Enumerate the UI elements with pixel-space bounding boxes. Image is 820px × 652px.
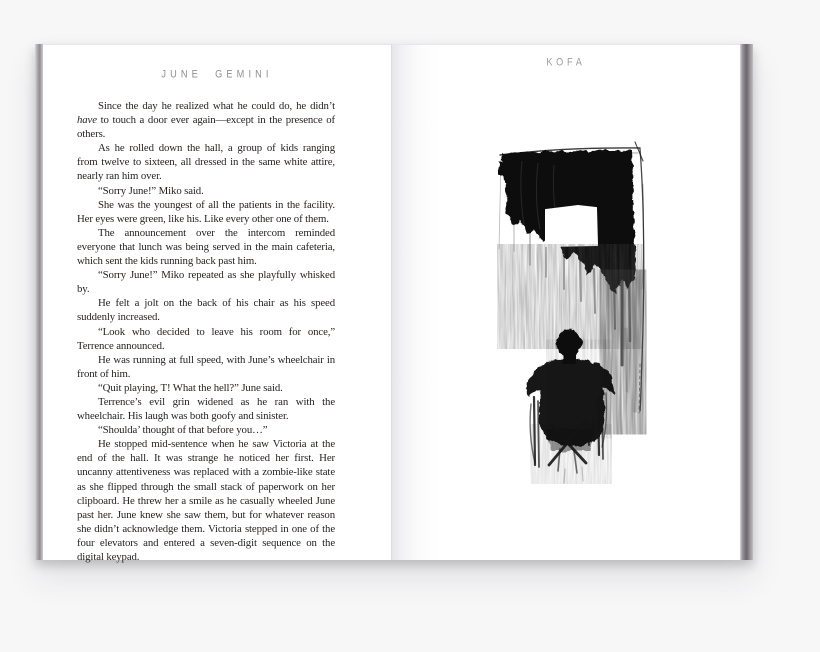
paragraph: He was running at full speed, with June’s wheelchair in front of him. [77,353,335,380]
paragraph: Terrence’s evil grin widened as he ran with the wheelchair. His laugh was both goofy and sinister. [77,395,335,423]
paragraph: He stopped mid-sentence when he saw Victoria at the end of the hall. It was strange he noticed her first. Her uncanny attentiveness was replaced with a zombie-like state as she flipped through the small stack of paperwork on her clipboard. He threw her a smile as he casually wheeled June past her. June knew she saw them, but for whatever reason she didn’t acknowledge them. Victoria stepped in one of the four elevators and entered a seven-digit sequence on the digital keypad. [77,438,335,563]
left-running-header: JUNE GEMINI [161,68,273,81]
paragraph-text: Since the day he realized what he could do, he didn’t [98,100,335,112]
paragraph-text: to touch a door ever again—except in the presence of others. [77,114,335,141]
open-book [35,44,753,563]
left-page [43,44,392,563]
italic-word: have [77,114,97,127]
paragraph: “Sorry June!” Miko said. [98,184,204,197]
paragraph: “Quit playing, T! What the hell?” June said. [98,381,283,394]
paragraph: She was the youngest of all the patients in the facility. Her eyes were green, like his. Like every other one of them. [77,198,335,225]
right-page [392,44,740,560]
paragraph: “Shoulda’ thought of that before you…” [98,424,268,437]
book-page-edges-right [740,44,753,560]
paragraph: The announcement over the intercom reminded everyone that lunch was being served in the main cafeteria, which sent the kids running back past him. [77,226,335,268]
paragraph: As he rolled down the hall, a group of kids ranging from twelve to sixteen, all dressed in the same white attire, nearly ran him over. [77,142,335,183]
paragraph: He felt a jolt on the back of his chair as his speed suddenly increased. [77,297,335,324]
paragraph: “Look who decided to leave his room for once,” Terrence announced. [77,325,335,352]
paragraph [77,99,335,141]
right-running-header: KOFA [546,56,586,69]
left-page-text [77,99,335,564]
paragraph: “Sorry June!” Miko repeated as she playfully whisked by. [77,269,335,296]
wheelchair-doorway-illustration [494,129,659,493]
book-spine-edge-left [35,44,43,560]
